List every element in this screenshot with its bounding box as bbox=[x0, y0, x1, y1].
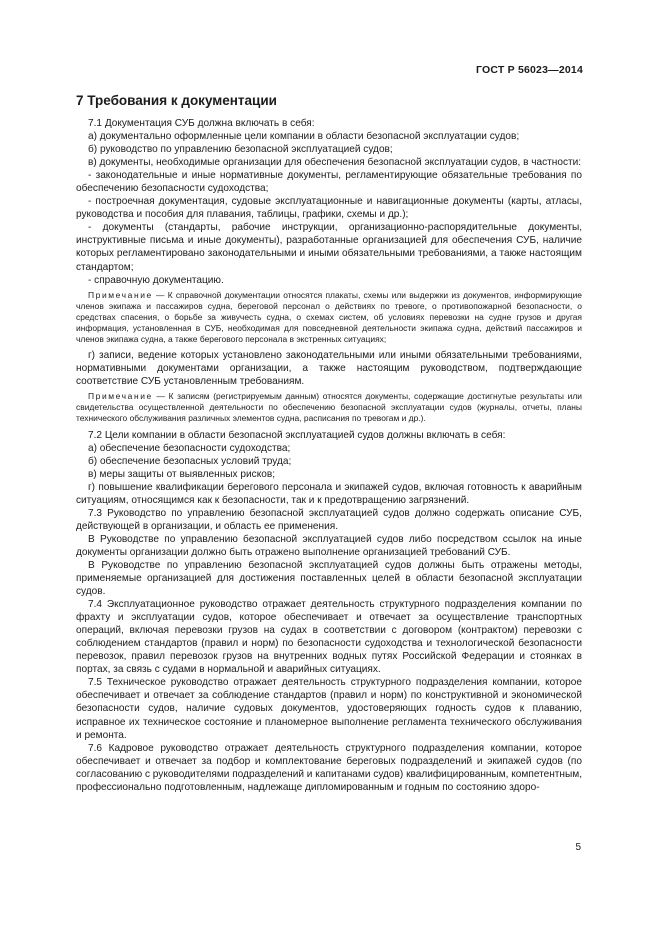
body-paragraph: а) документально оформленные цели компании в области безопасной эксплуатации судов; bbox=[88, 131, 520, 143]
note-text: — К справочной документации относятся плакаты, схемы или выдержки из документов, информирующие членов экипажа и пассажиров судна, береговой персонал о действиях по тревоге, о противопожарной безопасности, о средствах спасения, о борьбе за живучесть судна, о схемах систем, об условиях перевозки на судне грузов и другая информация, установленная в СУБ, необходимая для повседневной деятельности экипажа судна, действий пассажиров и членов экипажа судна, а также берегового персонала в экстренных ситуациях; bbox=[76, 289, 582, 344]
body-paragraph: 7.2 Цели компании в области безопасной эксплуатацией судов должны включать в себя: bbox=[88, 429, 506, 441]
note-label: Примечание bbox=[88, 289, 153, 300]
body-paragraph: б) обеспечение безопасных условий труда; bbox=[88, 455, 292, 467]
note-text: — К записям (регистрируемым данным) относятся документы, содержащие достигнутые результаты или свидетельства осуществленной деятельности по обеспечению безопасной эксплуатации судов (журналы, отчеты, планы технического обслуживания различных элементов судна, расписания по тревогам и др.). bbox=[76, 391, 582, 424]
body-paragraph: 7.6 Кадровое руководство отражает деятельность структурного подразделения компании, которое обеспечивает и отвечает за подбор и комплектование береговых подразделений и экипажей судов (по согласованию с руководителями подразделений и капитанами судов) квалифицированным, компетентным, профессионально подготовленным, надлежаще дипломированным и годным по состоянию здоро- bbox=[76, 742, 583, 793]
page-number: 5 bbox=[575, 842, 581, 853]
body-paragraph: - законодательные и иные нормативные документы, регламентирующие обязательные требования по обеспечению безопасности судоходства; bbox=[76, 170, 582, 195]
body-paragraph: - справочную документацию. bbox=[88, 274, 224, 286]
body-paragraph: В Руководстве по управлению безопасной эксплуатацией судов либо посредством ссылок на иные документы организации должно быть отражено выполнение организацией требований СУБ. bbox=[76, 533, 582, 558]
note-paragraph bbox=[76, 391, 582, 424]
body-paragraph: г) повышение квалификации берегового персонала и экипажей судов, включая готовность к аварийным ситуациям, относящимся как к безопасности, так и к предотвращению загрязнений. bbox=[76, 481, 582, 506]
body-paragraph: - документы (стандарты, рабочие инструкции, организационно-распорядительные документы, инструктивные письма и иные документы), разработанные организацией для обеспечения СУБ, наличие которых регламентировано законодательными и иными обязательными требованиями, а также настоящим стандартом; bbox=[76, 222, 582, 273]
body-paragraph: 7.5 Техническое руководство отражает деятельность структурного подразделения компании, которое обеспечивает и отвечает за соблюдение стандартов (правил и норм) по конструктивной и экономической безопасности судов, наличие судовых документов, удостоверяющих годность судов к плаванию, исправное их техническое состояние и планомерное выполнение регламента технического обслуживания и ремонта. bbox=[76, 677, 582, 741]
standard-header: ГОСТ Р 56023—2014 bbox=[475, 64, 583, 76]
body-paragraph: 7.1 Документация СУБ должна включать в себя: bbox=[88, 118, 315, 129]
body-paragraph: - построечная документация, судовые эксплуатационные и навигационные документы (карты, атласы, руководства и пособия для плавания, таблицы, графики, схемы и др.); bbox=[76, 196, 582, 221]
body-paragraph: б) руководство по управлению безопасной эксплуатацией судов; bbox=[88, 144, 393, 156]
body-paragraph: г) записи, ведение которых установлено законодательными или иными обязательными требованиями, нормативными документами организации, а также настоящим руководством, подтверждающие соответствие СУБ установленным требованиям. bbox=[76, 350, 582, 388]
section-body bbox=[76, 117, 582, 794]
body-paragraph: а) обеспечение безопасности судоходства; bbox=[88, 442, 291, 454]
note-paragraph bbox=[76, 290, 582, 345]
body-paragraph: В Руководстве по управлению безопасной эксплуатацией судов должны быть отражены методы, применяемые организацией для достижения поставленных целей в области безопасной эксплуатации судов. bbox=[76, 559, 582, 598]
note-label: Примечание bbox=[88, 391, 153, 402]
section-title: 7 Требования к документации bbox=[76, 93, 277, 108]
body-paragraph: в) меры защиты от выявленных рисков; bbox=[88, 468, 276, 480]
body-paragraph: в) документы, необходимые организации для обеспечения безопасной эксплуатации судов, в частности: bbox=[88, 157, 582, 169]
body-paragraph: 7.4 Эксплуатационное руководство отражает деятельность структурного подразделения компании по фрахту и эксплуатации судов, которое обеспечивает и отвечает за осуществление транспортных операций, включая перевозки грузов на судах в соответствии с договором (контрактом) перевозки с соблюдением стандартов (правил и норм) по безопасности судоходства и технологической безопасности перевозок, правил перевозок грузов на внутренних водных путях Российской Федерации и стоянках в портах, за связь с судами в нормальной и аварийных ситуациях. bbox=[76, 599, 582, 676]
body-paragraph: 7.3 Руководство по управлению безопасной эксплуатацией судов должно содержать описание СУБ, действующей в организации, и область ее применения. bbox=[76, 507, 582, 532]
